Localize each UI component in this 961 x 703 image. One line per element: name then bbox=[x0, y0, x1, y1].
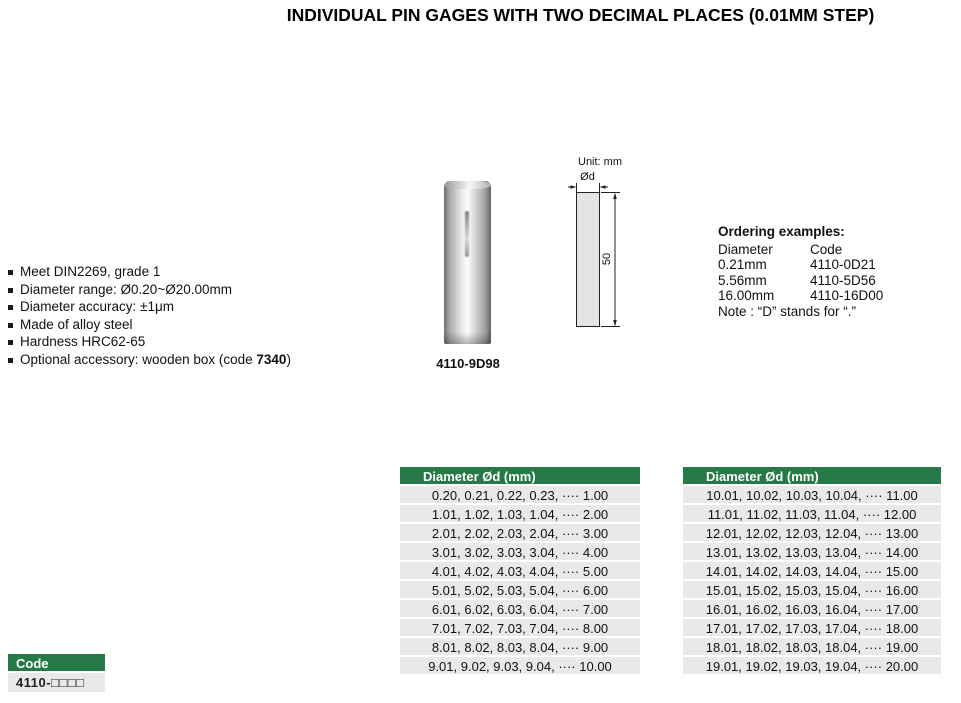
ordering-note: Note : “D” stands for “.” bbox=[718, 303, 857, 319]
feature-item bbox=[8, 283, 398, 297]
ordering-code: 4110-16D00 bbox=[810, 288, 884, 303]
feature-item bbox=[8, 300, 398, 314]
feature-item bbox=[8, 318, 398, 332]
bullet-icon bbox=[8, 270, 13, 275]
arrowhead-down bbox=[613, 320, 617, 327]
table-row: 7.01, 7.02, 7.03, 7.04, ···· 8.00 bbox=[400, 619, 640, 638]
unit-label: Unit: mm bbox=[578, 156, 622, 168]
table-row: 4.01, 4.02, 4.03, 4.04, ···· 5.00 bbox=[400, 562, 640, 581]
table-row: 3.01, 3.02, 3.03, 3.04, ···· 4.00 bbox=[400, 543, 640, 562]
ordering-row bbox=[718, 257, 953, 273]
diameter-table-1 bbox=[400, 467, 640, 676]
feature-item bbox=[8, 335, 398, 349]
ordering-heading: Ordering examples: bbox=[718, 224, 845, 239]
table-row: 6.01, 6.02, 6.03, 6.04, ···· 7.00 bbox=[400, 600, 640, 619]
code-block-header: Code bbox=[8, 654, 105, 673]
technical-drawing bbox=[568, 156, 648, 351]
table-row: 11.01, 11.02, 11.03, 11.04, ···· 12.00 bbox=[683, 505, 941, 524]
table-row: 17.01, 17.02, 17.03, 17.04, ···· 18.00 bbox=[683, 619, 941, 638]
accessory-code: 7340 bbox=[256, 351, 287, 367]
table-row: 0.20, 0.21, 0.22, 0.23, ···· 1.00 bbox=[400, 486, 640, 505]
accessory-text: Optional accessory: wooden box (code bbox=[20, 351, 257, 367]
bullet-icon bbox=[8, 323, 13, 328]
table-row: 5.01, 5.02, 5.03, 5.04, ···· 6.00 bbox=[400, 581, 640, 600]
ordering-code: 4110-0D21 bbox=[810, 257, 876, 272]
product-model-label: 4110-9D98 bbox=[436, 356, 500, 371]
pin-gage-image bbox=[444, 181, 491, 344]
arrowhead-up bbox=[613, 193, 617, 200]
pin-side-view bbox=[577, 193, 600, 327]
diameter-table-2 bbox=[683, 467, 941, 676]
ordering-row bbox=[718, 273, 953, 289]
code-block bbox=[8, 654, 105, 692]
feature-text: Meet DIN2269, grade 1 bbox=[20, 264, 161, 279]
ordering-row bbox=[718, 288, 953, 304]
table-row: 2.01, 2.02, 2.03, 2.04, ···· 3.00 bbox=[400, 524, 640, 543]
feature-list bbox=[8, 265, 398, 370]
feature-text: Made of alloy steel bbox=[20, 316, 133, 332]
feature-text bbox=[20, 353, 291, 367]
table-row: 8.01, 8.02, 8.03, 8.04, ···· 9.00 bbox=[400, 638, 640, 657]
ordering-diameter: 5.56mm bbox=[718, 272, 767, 288]
bullet-icon bbox=[8, 340, 13, 345]
product-photo bbox=[444, 181, 534, 344]
table-header: Diameter Ød (mm) bbox=[400, 467, 640, 486]
pin-engraving-mark bbox=[465, 211, 469, 257]
accessory-suffix: ) bbox=[286, 351, 291, 367]
ordering-examples bbox=[718, 224, 953, 319]
page-title: INDIVIDUAL PIN GAGES WITH TWO DECIMAL PLACES (0.01MM STEP) bbox=[286, 5, 875, 25]
table-header: Diameter Ød (mm) bbox=[683, 467, 941, 486]
ordering-diameter: 0.21mm bbox=[718, 257, 767, 272]
ordering-code: 4110-5D56 bbox=[810, 272, 876, 288]
table-row: 16.01, 16.02, 16.03, 16.04, ···· 17.00 bbox=[683, 600, 941, 619]
ordering-diameter: 16.00mm bbox=[718, 288, 775, 303]
table-row: 9.01, 9.02, 9.03, 9.04, ···· 10.00 bbox=[400, 657, 640, 676]
feature-text: Hardness HRC62-65 bbox=[20, 334, 146, 349]
table-row: 15.01, 15.02, 15.03, 15.04, ···· 16.00 bbox=[683, 581, 941, 600]
ordering-col-diameter: Diameter bbox=[718, 241, 773, 257]
feature-item bbox=[8, 265, 398, 279]
ordering-col-code: Code bbox=[810, 241, 843, 257]
arrowhead-left bbox=[600, 185, 606, 189]
table-row: 18.01, 18.02, 18.03, 18.04, ···· 19.00 bbox=[683, 638, 941, 657]
bullet-icon bbox=[8, 358, 13, 363]
bullet-icon bbox=[8, 288, 13, 293]
table-row: 14.01, 14.02, 14.03, 14.04, ···· 15.00 bbox=[683, 562, 941, 581]
diameter-dim-label: Ød bbox=[580, 171, 595, 183]
table-row: 12.01, 12.02, 12.03, 12.04, ···· 13.00 bbox=[683, 524, 941, 543]
dimension-drawing bbox=[568, 171, 628, 343]
feature-text: Diameter accuracy: ±1μm bbox=[20, 299, 174, 314]
code-block-value: 4110-□□□□ bbox=[8, 673, 105, 692]
table-row: 19.01, 19.02, 19.03, 19.04, ···· 20.00 bbox=[683, 657, 941, 676]
length-dim-label: 50 bbox=[601, 252, 613, 266]
arrowhead-right bbox=[571, 185, 577, 189]
feature-text: Diameter range: Ø0.20~Ø20.00mm bbox=[20, 281, 232, 297]
table-row: 13.01, 13.02, 13.03, 13.04, ···· 14.00 bbox=[683, 543, 941, 562]
table-row: 1.01, 1.02, 1.03, 1.04, ···· 2.00 bbox=[400, 505, 640, 524]
feature-item bbox=[8, 353, 398, 367]
table-row: 10.01, 10.02, 10.03, 10.04, ···· 11.00 bbox=[683, 486, 941, 505]
ordering-columns-row bbox=[718, 242, 953, 258]
bullet-icon bbox=[8, 305, 13, 310]
